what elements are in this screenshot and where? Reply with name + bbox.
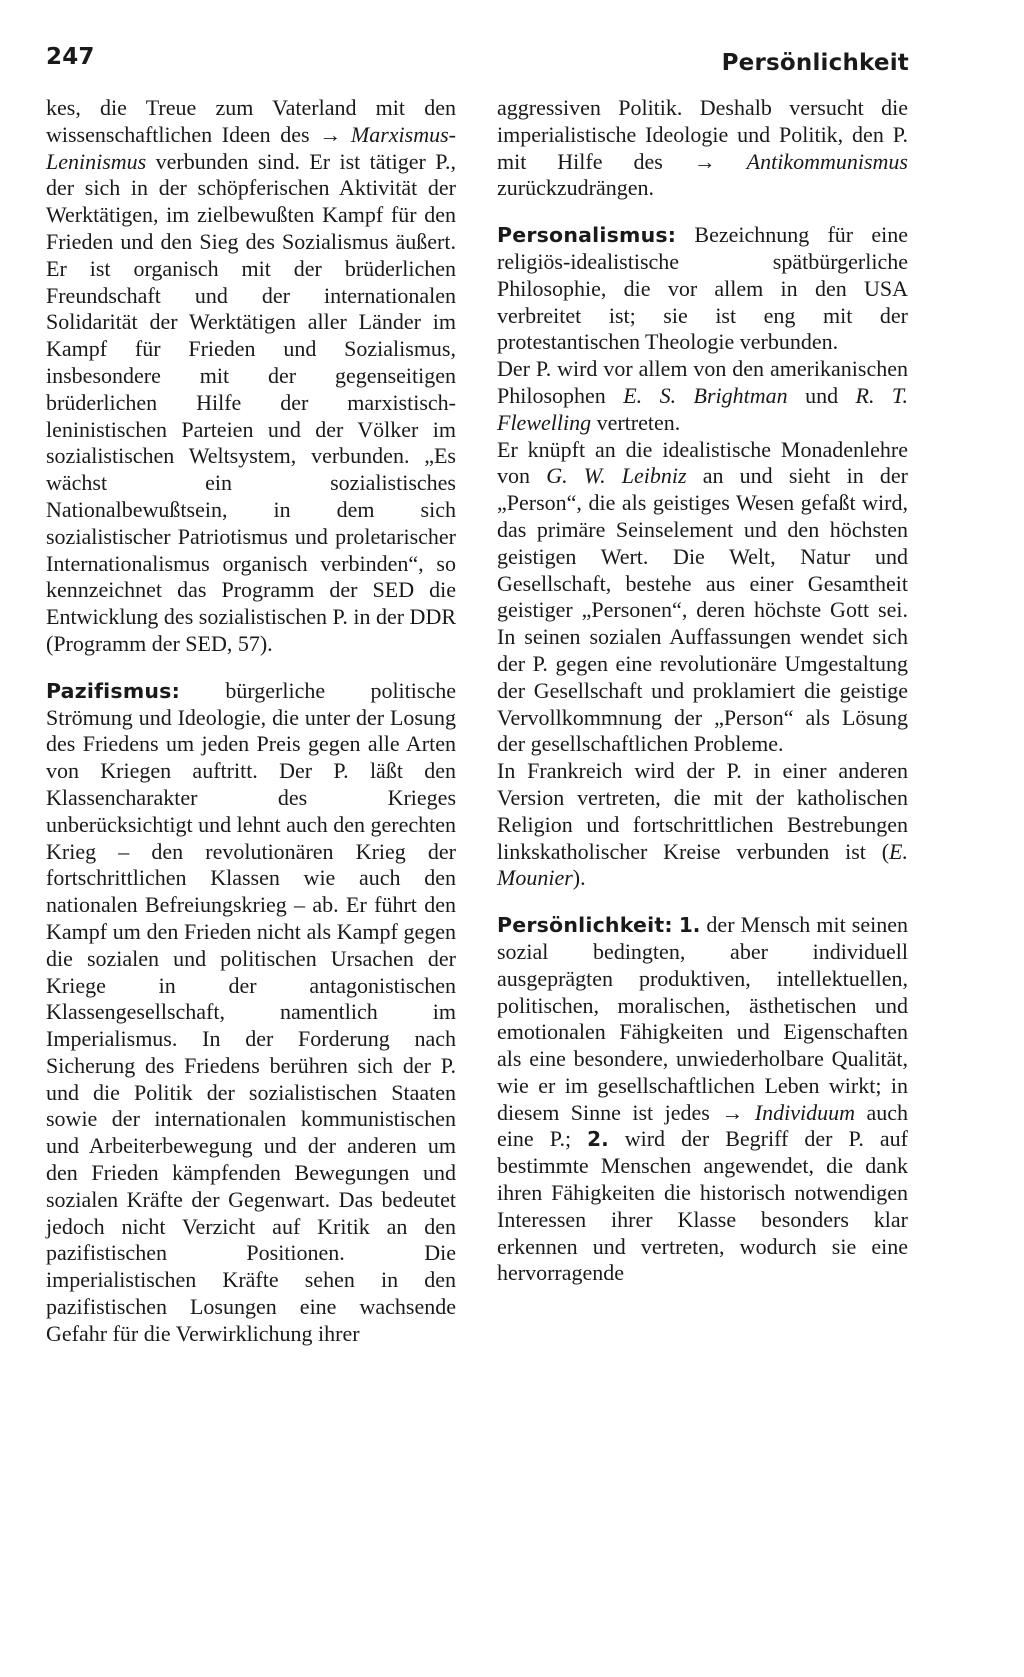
left-column bbox=[46, 95, 456, 1348]
text-run: aggressiven Politik. Deshalb versucht die imperialistische Ideologie und Politik, den P. mit Hilfe des → bbox=[497, 95, 908, 174]
entry-text: bürgerliche politische Strömung und Ideologie, die unter der Losung des Friedens um jeden Preis gegen alle Arten von Kriegen auftritt. Der P. läßt den Klassencharakter des Krieges unberücksichtigt und lehnt auch den gerechten Krieg – den revolutionären Krieg der fortschrittlichen Klassen wie auch den nationalen Befreiungskrieg – ab. Er führt den Kampf um den Frieden nicht als Kampf gegen die sozialen und politischen Ursachen der Kriege in der antagonistischen Klassengesellschaft, namentlich im Imperialismus. In der Forderung nach Sicherung des Friedens berühren sich der P. und die Politik der sozialistischen Staaten sowie der internationalen kommunistischen und Arbeiterbewegung und der anderen um den Frieden kämpfenden Bewegungen und sozialen Kräfte der Gegenwart. Das bedeutet jedoch nicht Verzicht auf Kritik an den pazifistischen Positionen. Die imperialistischen Kräfte sehen in den pazifistischen Losungen eine wachsende Gefahr für die Verwirklichung ihrer bbox=[46, 677, 456, 1346]
entry-text: Bezeichnung für eine religiös-idealistische spätbürgerliche Philosophie, die vor allem in den USA verbreitet ist; sie ist eng mit der protestantischen Theologie verbunden. bbox=[497, 222, 908, 355]
person-name: E. Mounier bbox=[497, 838, 908, 891]
entry-text: wird der Begriff der P. auf bestimmte Menschen angewendet, die dank ihren Fähigkeiten die historisch notwendigen Interessen ihrer Klasse besonders klar erkennen und vertreten, wodurch sie eine hervorragende bbox=[497, 1126, 908, 1286]
text-run: an und sieht in der „Person“, die als geistiges Wesen gefaßt wird, das primäre Seinselement und den höchsten geistigen Wert. Die Welt, Natur und Gesellschaft, bestehe aus einer Gesamtheit geistiger „Personen“, deren höchste Gott sei. In seinen sozialen Auffassungen wendet sich der P. gegen eine revolutionäre Umgestaltung der Gesellschaft und proklamiert die geistige Vervollkommnung der „Person“ als Lösung der gesellschaftlichen Probleme. bbox=[497, 463, 908, 757]
paragraph-patriotismus-continuation bbox=[46, 95, 456, 658]
person-name: G. W. Leibniz bbox=[546, 463, 687, 489]
entry-heading: Pazifismus: bbox=[46, 678, 180, 703]
text-run: und bbox=[787, 382, 856, 408]
text-run: zurückzudrängen. bbox=[497, 175, 654, 201]
text-run: vertreten. bbox=[591, 409, 681, 435]
right-column bbox=[497, 95, 908, 1287]
sense-number: 2. bbox=[587, 1127, 609, 1152]
entry-heading: Persönlichkeit: bbox=[497, 913, 673, 938]
cross-reference: Marxismus-Leninismus bbox=[46, 121, 456, 174]
text-run: Er knüpft an die idealistische Monadenlehre von bbox=[497, 436, 908, 489]
running-title: Persönlichkeit bbox=[721, 50, 909, 76]
cross-reference: Individuum bbox=[754, 1099, 855, 1125]
paragraph-personalismus-3 bbox=[497, 437, 908, 759]
text-run: In Frankreich wird der P. in einer anderen Version vertreten, die mit der katholischen Religion und fortschrittlichen Bestrebungen linkskatholischer Kreise verbunden ist ( bbox=[497, 758, 908, 864]
entry-heading: Personalismus: bbox=[497, 223, 677, 248]
entry-text: der Mensch mit seinen sozial bedingten, aber individuell ausgeprägten produktiven, intellektuellen, politischen, moralischen, ästhetischen und emotionalen Fähigkeiten und Eigenschaften als eine besondere, unwiederholbare Qualität, wie er im gesellschaftlichen Leben wirkt; in diesem Sinne ist jedes → bbox=[497, 912, 908, 1125]
text-run: kes, die Treue zum Vaterland mit den wissenschaftlichen Ideen des → bbox=[46, 95, 456, 147]
person-name: R. T. Flewelling bbox=[497, 382, 908, 435]
person-name: E. S. Brightman bbox=[623, 382, 788, 408]
entry-persoenlichkeit bbox=[497, 912, 908, 1287]
text-run: ). bbox=[572, 865, 586, 891]
sense-number: 1. bbox=[678, 913, 701, 938]
entry-personalismus bbox=[497, 222, 908, 356]
paragraph-personalismus-4 bbox=[497, 758, 908, 892]
entry-pazifismus bbox=[46, 678, 456, 1348]
text-run: verbunden sind. Er ist tätiger P., der sich in der schöpferischen Aktivität der Werktätigen, im zielbewußten Kampf für den Frieden und den Sieg des Sozialismus äußert. Er ist organisch mit der brüderlichen Freundschaft und der internationalen Solidarität der Werktätigen aller Länder im Kampf für Frieden und Sozialismus, insbesondere mit der gegenseitigen brüderlichen Hilfe der marxistisch-leninistischen Parteien und der Völker im sozialistischen Weltsystem, verbunden. „Es wächst ein sozialistisches Nationalbewußtsein, in dem sich sozialistischer Patriotismus und proletarischer Internationalismus organisch verbinden“, so kennzeichnet das Programm der SED die Entwicklung des sozialistischen P. in der DDR (Programm der SED, 57). bbox=[46, 148, 457, 656]
page-number: 247 bbox=[46, 44, 95, 70]
paragraph-pazifismus-continuation bbox=[497, 95, 908, 202]
paragraph-personalismus-2 bbox=[497, 356, 908, 436]
cross-reference: Antikommunismus bbox=[746, 148, 908, 174]
text-run: Der P. wird vor allem von den amerikanischen Philosophen bbox=[497, 356, 908, 408]
entry-text: auch eine P.; bbox=[497, 1099, 909, 1152]
